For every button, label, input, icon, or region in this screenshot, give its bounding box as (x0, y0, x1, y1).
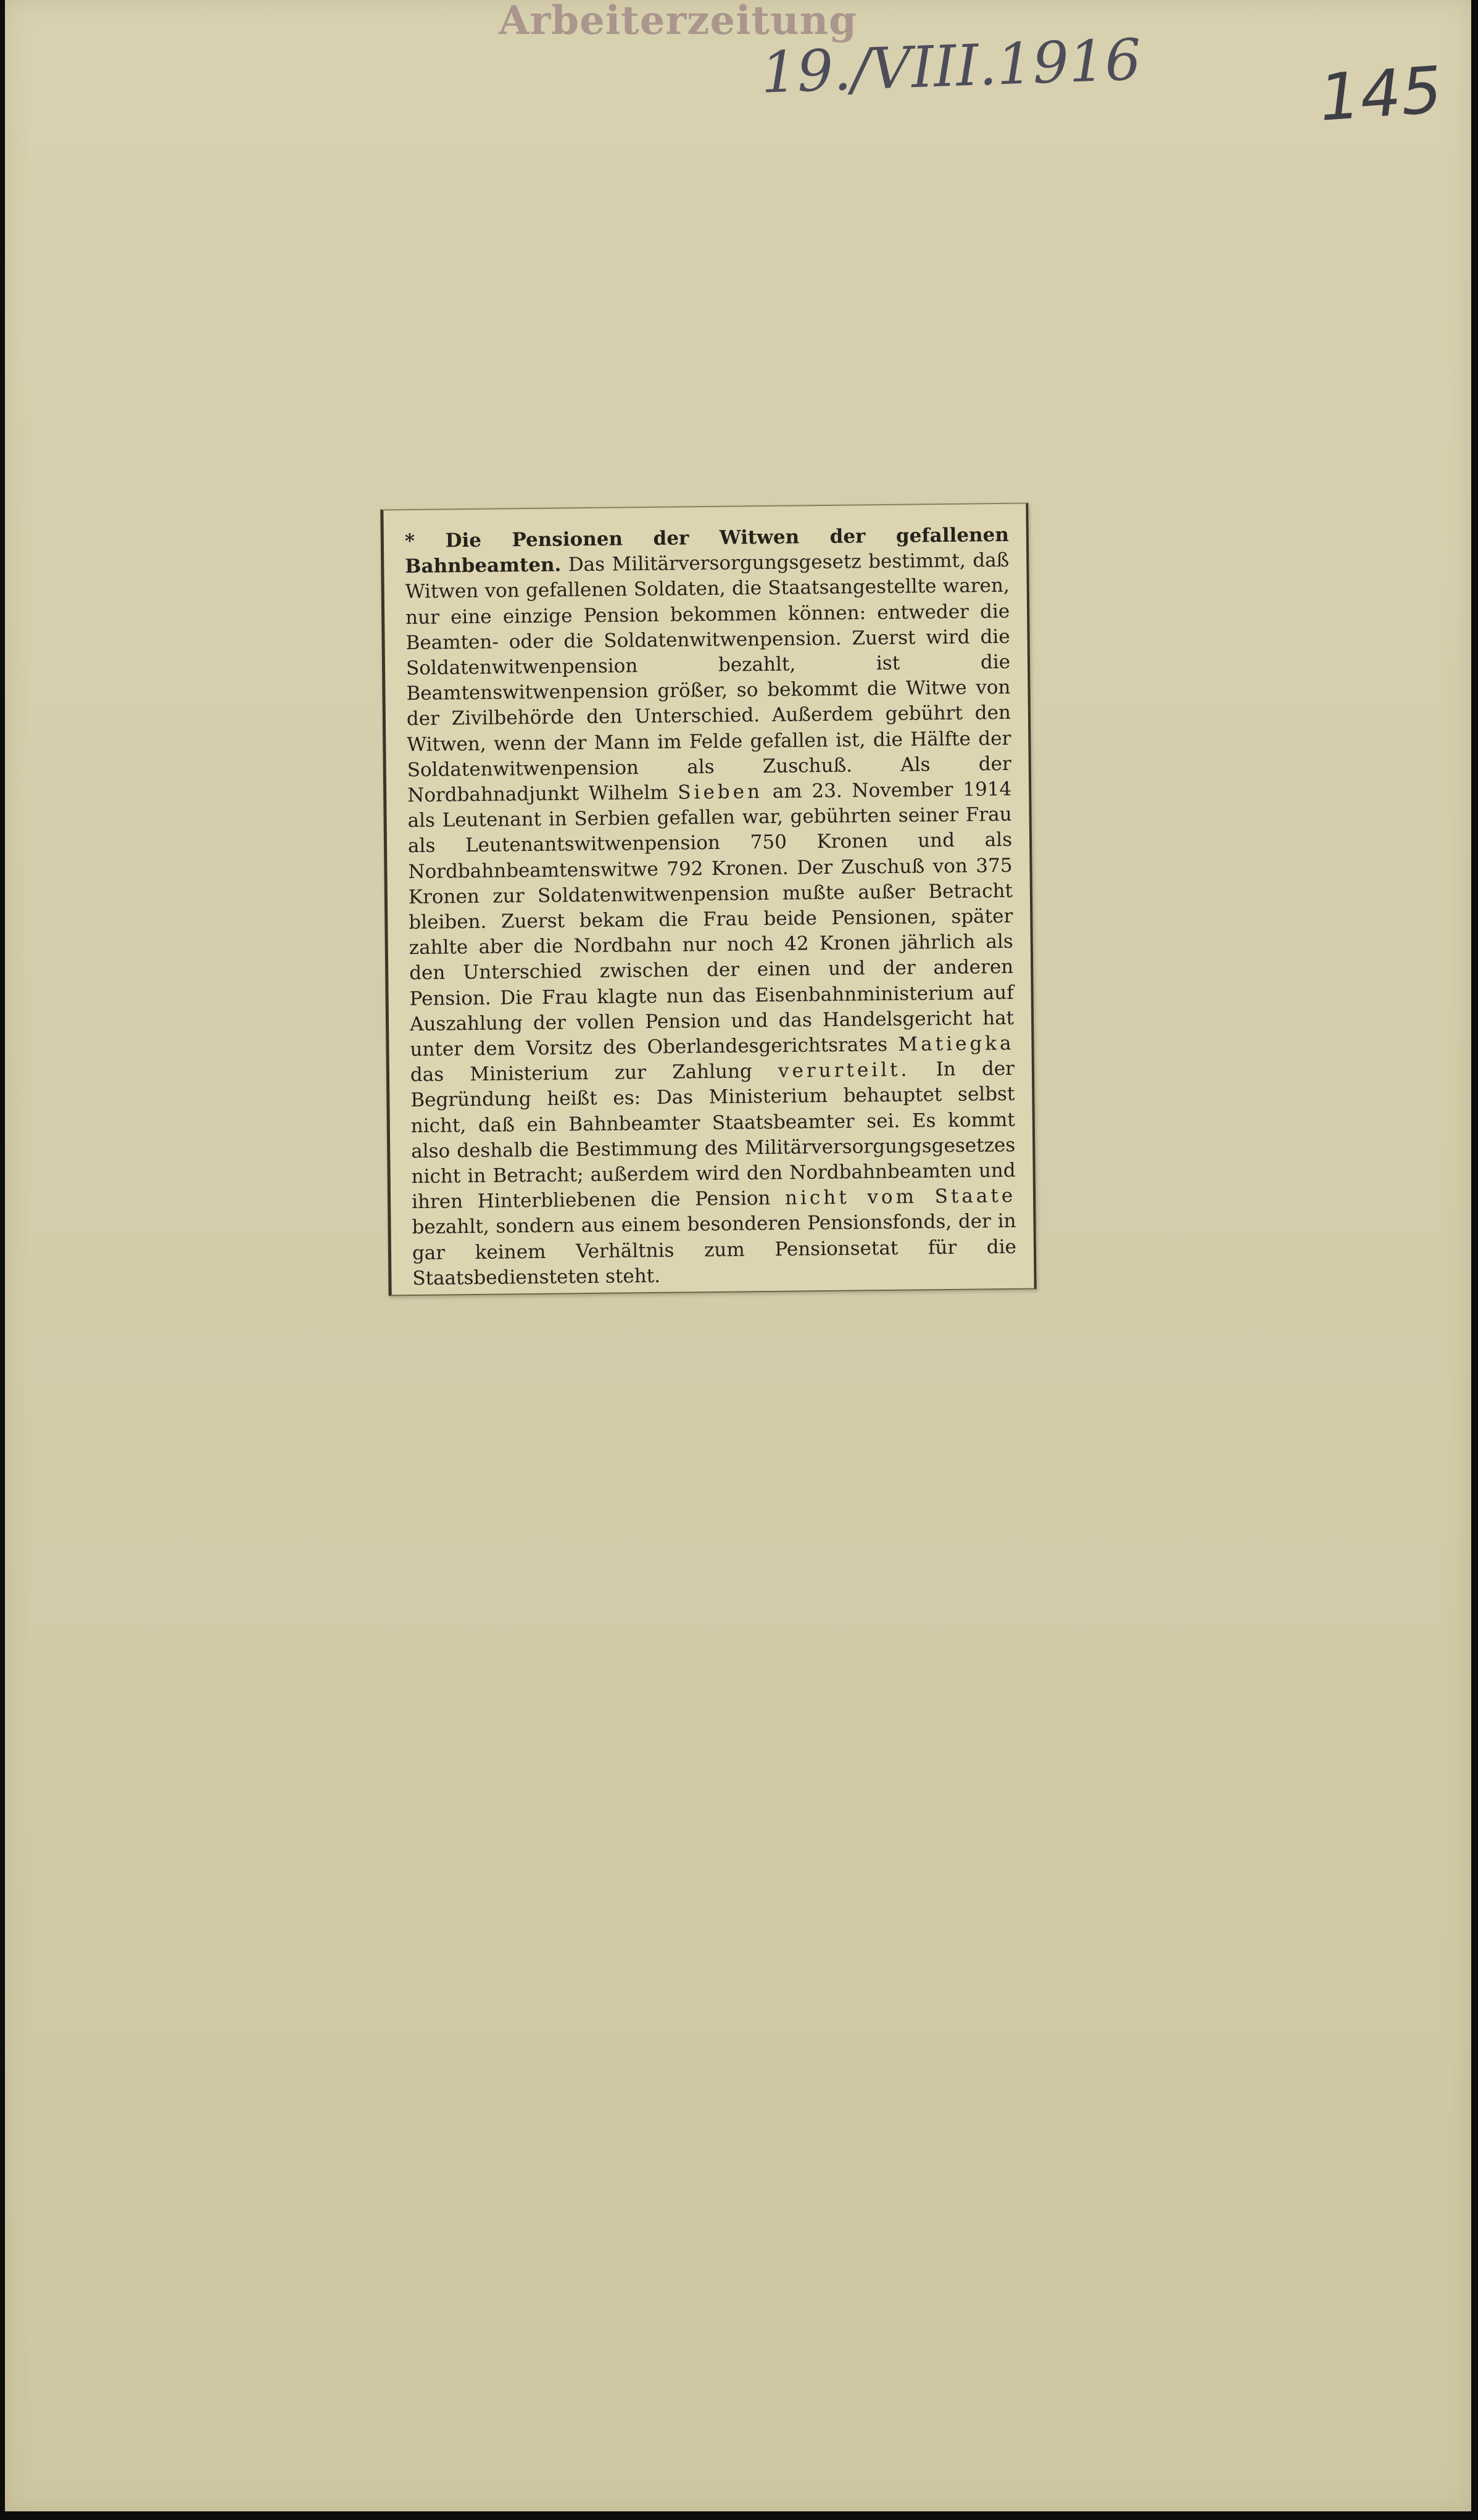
paper-sheet (5, 0, 1471, 2511)
article-part-4: In der Begründung heißt es: Das Ministerium behauptet selbst nicht, daß ein Bahnbeamter Staatsbeamter sei. Es kommt also deshalb die Bestimmung des Militärversorgungsgesetzes nicht in Betracht; außerdem wird den Nordbahnbeamten und ihren Hinterbliebenen die Pension (410, 1058, 1016, 1214)
word-verurteilt: verurteilt. (778, 1058, 910, 1083)
newspaper-clipping (380, 503, 1036, 1296)
article-part-5: bezahlt, sondern aus einem besonderen Pensionsfonds, der in gar keinem Verhältnis zum Pensionsetat für die Staatsbediensteten steht. (412, 1210, 1017, 1290)
article-part-2: am 23. November 1914 als Leutenant in Serbien gefallen war, gebührten seiner Frau als Leutenantswitwenpension 750 Kronen und als Nordbahnbeamtenswitwe 792 Kronen. Der Zuschuß von 375 Kronen zur Soldatenwitwenpension mußte außer Betracht bleiben. Zuerst bekam die Frau beide Pensionen, später zahlte aber die Nordbahn nur noch 42 Kronen jährlich als den Unterschied zwischen der einen und der anderen Pension. Die Frau klagte nun das Eisenbahnministerium auf Auszahlung der vollen Pension und das Handelsgericht hat unter dem Vorsitz des Oberlandesgerichtsrates (407, 777, 1015, 1061)
name-sieben: Sieben (678, 781, 763, 804)
name-matiegka: Matiegka (898, 1032, 1015, 1056)
article-part-3: das Ministerium zur Zahlung (410, 1060, 779, 1087)
handwritten-date: 19./VIII.1916 (760, 27, 1142, 106)
article-headline: * Die Pensionen der Witwen der gefallenen Bahnbeamten. (404, 523, 1010, 578)
article-text (405, 523, 1017, 1291)
article-part-1: Das Militärversorgungsgesetz bestimmt, daß Witwen von gefallenen Soldaten, die Staatsangestellte waren, nur eine einzige Pension bekommen können: entweder die Beamten- oder die Soldatenwitwenpension. Zuerst wird die Soldatenwitwenpension bezahlt, ist die Beamtenswitwenpension größer, so bekommt die Witwe von der Zivilbehörde den Unterschied. Außerdem gebührt den Witwen, wenn der Mann im Felde gefallen ist, die Hälfte der Soldatenwitwenpension als Zuschuß. Als der Nordbahnadjunkt Wilhelm (405, 549, 1011, 807)
page-number: 145 (1316, 52, 1445, 136)
newspaper-stamp: Arbeiterzeitung (499, 0, 857, 44)
phrase-nicht-vom-staate: nicht vom Staate (784, 1185, 1016, 1210)
